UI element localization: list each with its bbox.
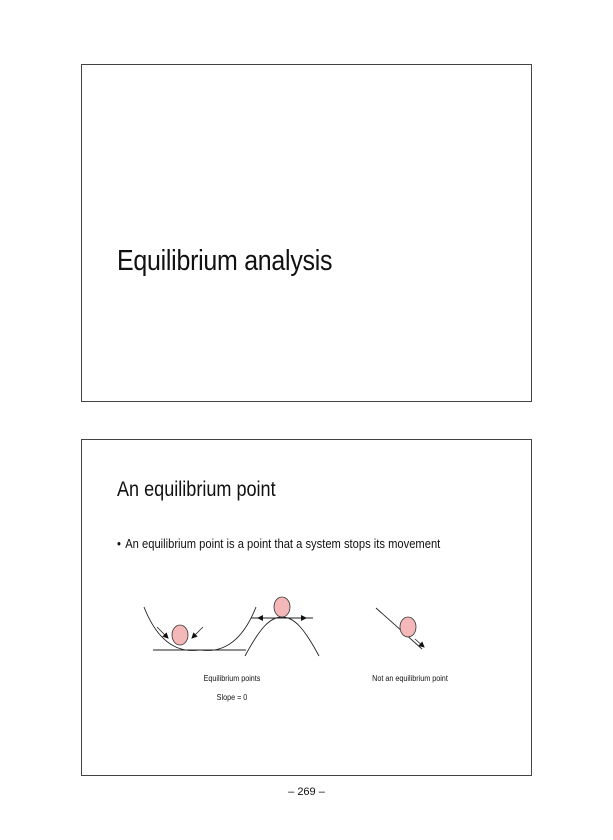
hill-ball	[274, 597, 290, 617]
slope-arrow	[415, 639, 424, 647]
slope-ball	[400, 617, 416, 637]
slope-figure	[376, 608, 424, 649]
bullet-text: An equilibrium point is a point that a system stops its movement	[125, 536, 441, 551]
hill-curve	[245, 617, 319, 656]
caption-not-equilibrium: Not an equilibrium point	[372, 674, 448, 683]
valley-figure	[144, 607, 256, 650]
equilibrium-diagram	[82, 440, 533, 777]
page-number: – 269 –	[288, 786, 325, 798]
caption-equilibrium-points: Equilibrium points	[203, 674, 261, 683]
caption-slope: Slope = 0	[216, 693, 248, 702]
slide-2	[81, 439, 532, 776]
valley-arrow-left	[157, 627, 168, 638]
slide-1-title: Equilibrium analysis	[117, 245, 333, 277]
slide-2-title: An equilibrium point	[117, 478, 276, 501]
hill-figure	[245, 597, 319, 656]
bullet-marker: •	[117, 536, 121, 551]
slide-1	[81, 64, 532, 402]
valley-ball	[172, 625, 188, 645]
valley-curve	[144, 607, 256, 650]
valley-arrow-right	[192, 627, 203, 638]
